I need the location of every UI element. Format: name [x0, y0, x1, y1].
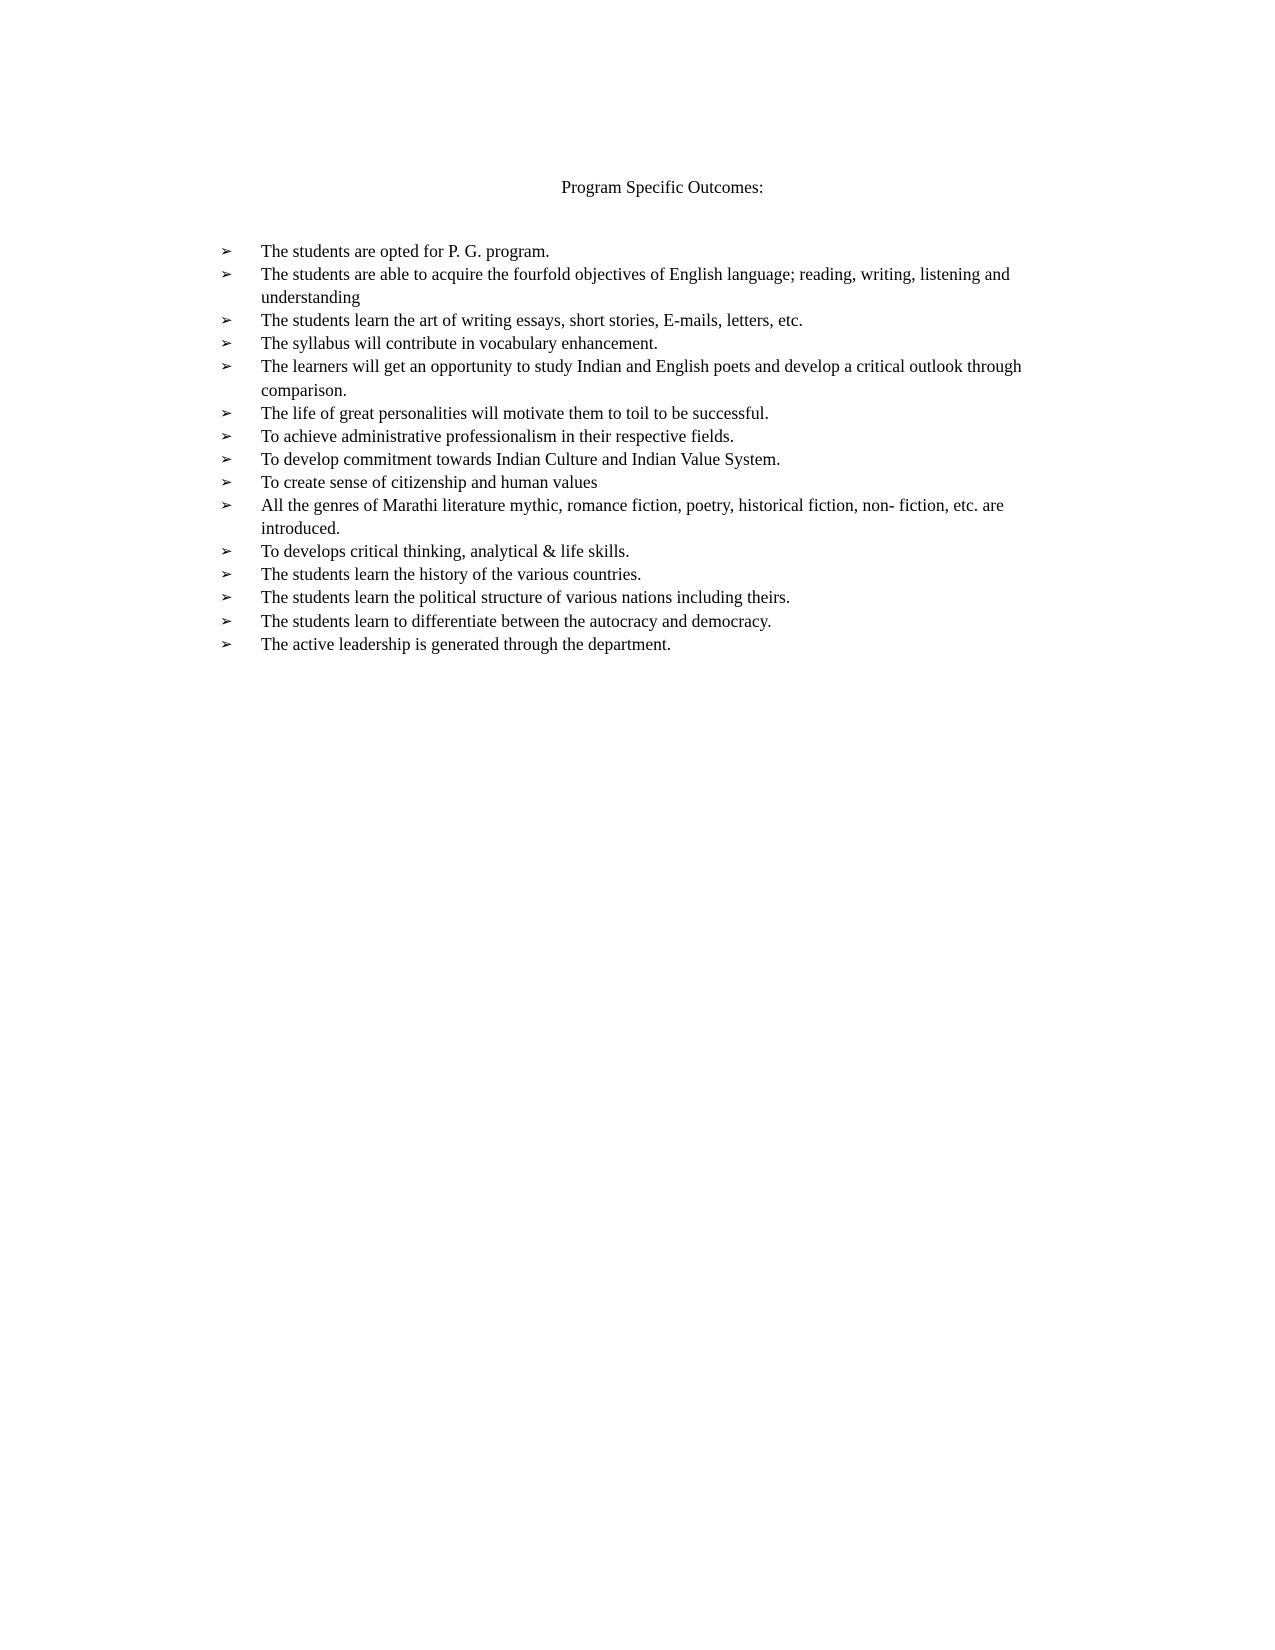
list-item	[220, 332, 1080, 355]
list-item	[220, 425, 1080, 448]
list-item-text: The students learn the political structure of various nations including theirs.	[261, 587, 791, 608]
list-item	[220, 494, 1080, 540]
list-item	[220, 309, 1080, 332]
arrow-bullet-icon: ➢	[220, 265, 233, 284]
list-item	[220, 355, 1080, 401]
list-item-text: The students learn the art of writing essays, short stories, E-mails, letters, etc.	[261, 310, 803, 331]
arrow-bullet-icon: ➢	[220, 403, 233, 422]
arrow-bullet-icon: ➢	[220, 334, 233, 353]
page-title: Program Specific Outcomes:	[561, 177, 764, 197]
list-item-text: The students are opted for P. G. program.	[261, 241, 550, 261]
arrow-bullet-icon: ➢	[220, 449, 233, 468]
list-item	[220, 448, 1080, 471]
arrow-bullet-icon: ➢	[220, 242, 233, 260]
list-item	[220, 471, 1080, 494]
list-item-text: The active leadership is generated through the department.	[261, 633, 672, 654]
arrow-bullet-icon: ➢	[220, 611, 233, 630]
list-item-text: The students learn to differentiate between the autocracy and democracy.	[261, 610, 772, 631]
arrow-bullet-icon: ➢	[220, 426, 233, 445]
arrow-bullet-icon: ➢	[220, 357, 233, 376]
list-item	[220, 586, 1080, 609]
arrow-bullet-icon: ➢	[220, 542, 233, 561]
list-item	[220, 263, 1080, 309]
list-item	[220, 563, 1080, 586]
arrow-bullet-icon: ➢	[220, 565, 233, 584]
list-item-text: To create sense of citizenship and human values	[261, 471, 598, 492]
list-item	[220, 610, 1080, 633]
list-item	[220, 540, 1080, 563]
list-item-text: The syllabus will contribute in vocabulary enhancement.	[261, 333, 659, 354]
list-item-text: The life of great personalities will motivate them to toil to be successful.	[261, 402, 769, 423]
list-item	[220, 240, 1080, 263]
arrow-bullet-icon: ➢	[220, 472, 233, 491]
list-item	[220, 633, 1080, 656]
list-item-text: All the genres of Marathi literature mythic, romance fiction, poetry, historical fiction, non- fiction, etc. are introduced.	[261, 495, 1004, 539]
list-item-text: To develop commitment towards Indian Culture and Indian Value System.	[261, 448, 781, 469]
list-item-text: The students learn the history of the various countries.	[261, 564, 642, 585]
list-item	[220, 402, 1080, 425]
list-item-text: To achieve administrative professionalism in their respective fields.	[261, 425, 735, 446]
arrow-bullet-icon: ➢	[220, 311, 233, 330]
list-item-text: To develops critical thinking, analytical & life skills.	[261, 541, 630, 562]
arrow-bullet-icon: ➢	[220, 634, 233, 653]
list-item-text: The students are able to acquire the fourfold objectives of English language; reading, writing, listening and understanding	[261, 264, 1010, 308]
outcomes-list	[220, 240, 1080, 656]
list-item-text: The learners will get an opportunity to study Indian and English poets and develop a critical outlook through comparison.	[261, 356, 1022, 400]
arrow-bullet-icon: ➢	[220, 496, 233, 515]
arrow-bullet-icon: ➢	[220, 588, 233, 607]
